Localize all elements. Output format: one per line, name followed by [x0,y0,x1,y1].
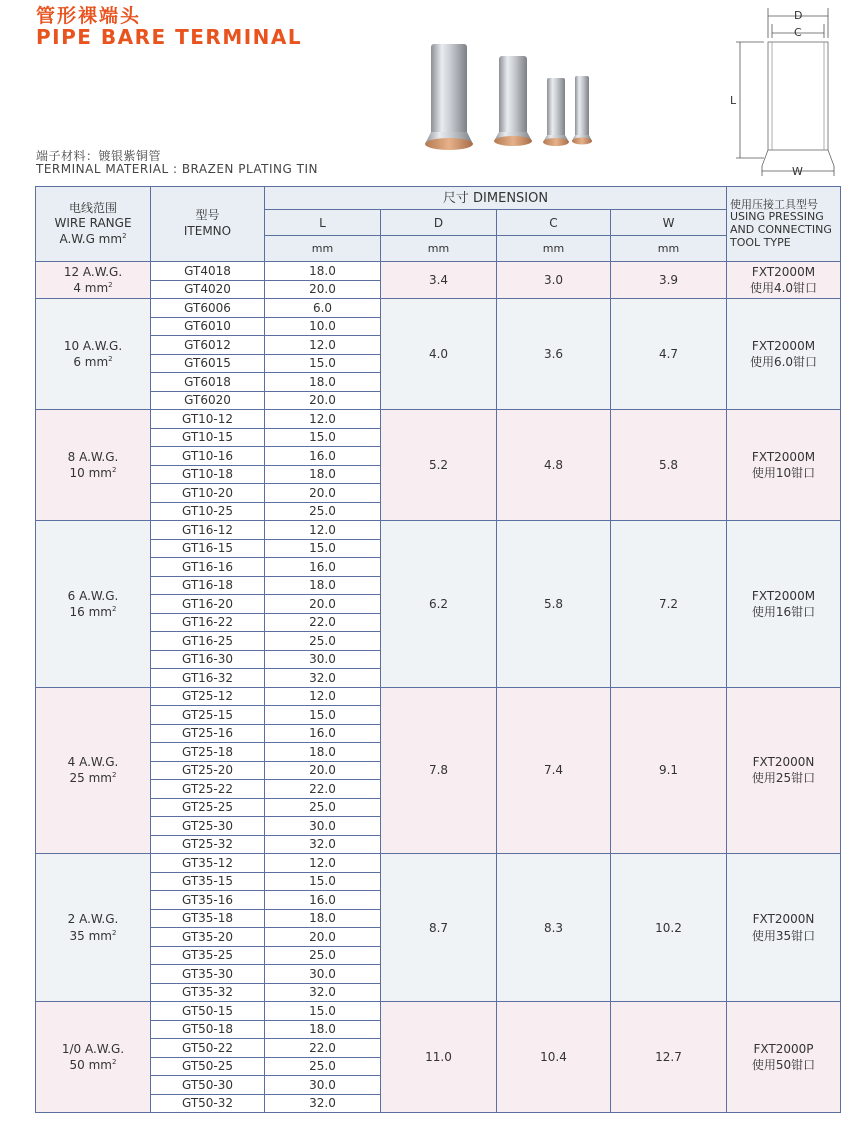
diagram-label-l: L [730,94,737,107]
item-no-cell: GT50-25 [151,1057,265,1076]
tool-type-cell: FXT2000P 使用50钳口 [727,1002,841,1113]
item-no-cell: GT25-22 [151,780,265,799]
length-cell: 18.0 [265,373,381,392]
dim-w-cell: 5.8 [611,410,727,521]
wire-range-cell: 8 A.W.G. 10 $mm^2$ [36,410,151,521]
header-col-l: L [265,210,381,236]
table-row [36,410,841,429]
medium-terminal-icon [494,56,532,146]
item-no-cell: GT16-15 [151,539,265,558]
length-cell: 16.0 [265,558,381,577]
item-no-cell: GT16-18 [151,576,265,595]
header-wire-range: 电线范围 WIRE RANGE A.W.G $mm^2$ [36,187,151,262]
header-col-c: C [497,210,611,236]
length-cell: 18.0 [265,576,381,595]
spec-table [35,186,841,1113]
item-no-cell: GT10-18 [151,465,265,484]
item-no-cell: GT35-32 [151,983,265,1002]
item-no-cell: GT16-30 [151,650,265,669]
item-no-cell: GT35-12 [151,854,265,873]
item-no-cell: GT6018 [151,373,265,392]
item-no-cell: GT50-18 [151,1020,265,1039]
item-no-cell: GT25-15 [151,706,265,725]
dim-w-cell: 12.7 [611,1002,727,1113]
item-no-cell: GT10-25 [151,502,265,521]
header-col-d: D [381,210,497,236]
item-no-cell: GT25-25 [151,798,265,817]
dim-d-cell: 4.0 [381,299,497,410]
length-cell: 12.0 [265,410,381,429]
diagram-label-d: D [794,9,803,22]
wire-range-cell: 6 A.W.G. 16 $mm^2$ [36,521,151,688]
item-no-cell: GT25-20 [151,761,265,780]
title-chinese: 管形裸端头 [36,5,142,27]
length-cell: 25.0 [265,946,381,965]
item-no-cell: GT25-16 [151,724,265,743]
dim-c-cell: 3.0 [497,262,611,299]
length-cell: 20.0 [265,595,381,614]
item-no-cell: GT6012 [151,336,265,355]
dim-w-cell: 10.2 [611,854,727,1002]
tool-type-cell: FXT2000N 使用25钳口 [727,687,841,854]
length-cell: 10.0 [265,317,381,336]
length-cell: 18.0 [265,743,381,762]
header-item-no: 型号 ITEMNO [151,187,265,262]
item-no-cell: GT50-30 [151,1076,265,1095]
dim-w-cell: 4.7 [611,299,727,410]
wire-range-cell: 12 A.W.G. 4 $mm^2$ [36,262,151,299]
length-cell: 32.0 [265,1094,381,1113]
wire-group [36,854,841,1002]
dimension-diagram [728,6,838,178]
wire-group [36,521,841,688]
item-no-cell: GT4020 [151,280,265,299]
item-no-cell: GT6020 [151,391,265,410]
tool-type-cell: FXT2000M 使用10钳口 [727,410,841,521]
length-cell: 18.0 [265,909,381,928]
dim-c-cell: 7.4 [497,687,611,854]
diagram-label-w: W [792,165,803,178]
smallest-terminal-icon [572,76,592,145]
table-row [36,299,841,318]
wire-range-cell: 2 A.W.G. 35 $mm^2$ [36,854,151,1002]
wire-group [36,299,841,410]
wire-group [36,262,841,299]
item-no-cell: GT25-12 [151,687,265,706]
dim-c-cell: 5.8 [497,521,611,688]
length-cell: 18.0 [265,262,381,281]
dim-c-cell: 10.4 [497,1002,611,1113]
length-cell: 15.0 [265,706,381,725]
dim-c-cell: 3.6 [497,299,611,410]
length-cell: 30.0 [265,650,381,669]
length-cell: 12.0 [265,336,381,355]
length-cell: 15.0 [265,428,381,447]
item-no-cell: GT25-30 [151,817,265,836]
length-cell: 32.0 [265,669,381,688]
item-no-cell: GT16-25 [151,632,265,651]
dim-d-cell: 3.4 [381,262,497,299]
length-cell: 25.0 [265,632,381,651]
header-col-w: W [611,210,727,236]
header-tool-type: 使用压接工具型号 USING PRESSING AND CONNECTING TOOL TYPE [727,187,841,262]
unit-l: mm [265,236,381,262]
wire-group [36,1002,841,1113]
dim-d-cell: 7.8 [381,687,497,854]
wire-group [36,687,841,854]
item-no-cell: GT35-16 [151,891,265,910]
table-row [36,854,841,873]
length-cell: 20.0 [265,484,381,503]
dim-d-cell: 6.2 [381,521,497,688]
dim-w-cell: 3.9 [611,262,727,299]
material-chinese: 端子材料：镀银紫铜管 [36,149,162,163]
item-no-cell: GT4018 [151,262,265,281]
item-no-cell: GT35-30 [151,965,265,984]
dim-w-cell: 7.2 [611,521,727,688]
length-cell: 16.0 [265,447,381,466]
item-no-cell: GT50-32 [151,1094,265,1113]
length-cell: 20.0 [265,761,381,780]
tool-type-cell: FXT2000M 使用16钳口 [727,521,841,688]
length-cell: 20.0 [265,391,381,410]
dim-w-cell: 9.1 [611,687,727,854]
dim-c-cell: 4.8 [497,410,611,521]
item-no-cell: GT25-18 [151,743,265,762]
tool-type-cell: FXT2000M 使用6.0钳口 [727,299,841,410]
tool-type-cell: FXT2000N 使用35钳口 [727,854,841,1002]
length-cell: 18.0 [265,1020,381,1039]
table-row [36,687,841,706]
length-cell: 25.0 [265,1057,381,1076]
length-cell: 25.0 [265,798,381,817]
dim-d-cell: 8.7 [381,854,497,1002]
item-no-cell: GT50-22 [151,1039,265,1058]
length-cell: 20.0 [265,928,381,947]
item-no-cell: GT35-15 [151,872,265,891]
item-no-cell: GT16-22 [151,613,265,632]
length-cell: 15.0 [265,1002,381,1021]
length-cell: 20.0 [265,280,381,299]
length-cell: 6.0 [265,299,381,318]
item-no-cell: GT16-20 [151,595,265,614]
length-cell: 15.0 [265,354,381,373]
length-cell: 32.0 [265,983,381,1002]
item-no-cell: GT25-32 [151,835,265,854]
length-cell: 12.0 [265,521,381,540]
tool-type-cell: FXT2000M 使用4.0钳口 [727,262,841,299]
item-no-cell: GT10-12 [151,410,265,429]
small-terminal-icon [543,78,569,146]
length-cell: 15.0 [265,872,381,891]
length-cell: 30.0 [265,965,381,984]
item-no-cell: GT6006 [151,299,265,318]
item-no-cell: GT16-16 [151,558,265,577]
length-cell: 25.0 [265,502,381,521]
table-row [36,521,841,540]
dim-d-cell: 11.0 [381,1002,497,1113]
item-no-cell: GT35-25 [151,946,265,965]
table-row [36,1002,841,1021]
unit-c: mm [497,236,611,262]
length-cell: 12.0 [265,687,381,706]
material-english: TERMINAL MATERIAL : BRAZEN PLATING TIN [36,162,318,176]
unit-w: mm [611,236,727,262]
length-cell: 22.0 [265,1039,381,1058]
item-no-cell: GT10-16 [151,447,265,466]
wire-group [36,410,841,521]
item-no-cell: GT50-15 [151,1002,265,1021]
page-title: PIPE BARE TERMINAL [36,25,303,49]
dim-c-cell: 8.3 [497,854,611,1002]
length-cell: 30.0 [265,1076,381,1095]
item-no-cell: GT16-12 [151,521,265,540]
large-terminal-icon [425,44,473,150]
length-cell: 16.0 [265,891,381,910]
wire-range-cell: 4 A.W.G. 25 $mm^2$ [36,687,151,854]
length-cell: 16.0 [265,724,381,743]
item-no-cell: GT10-15 [151,428,265,447]
item-no-cell: GT35-20 [151,928,265,947]
item-no-cell: GT6015 [151,354,265,373]
length-cell: 22.0 [265,780,381,799]
item-no-cell: GT35-18 [151,909,265,928]
length-cell: 30.0 [265,817,381,836]
wire-range-cell: 1/0 A.W.G. 50 $mm^2$ [36,1002,151,1113]
dim-d-cell: 5.2 [381,410,497,521]
wire-range-cell: 10 A.W.G. 6 $mm^2$ [36,299,151,410]
item-no-cell: GT16-32 [151,669,265,688]
length-cell: 12.0 [265,854,381,873]
length-cell: 18.0 [265,465,381,484]
length-cell: 22.0 [265,613,381,632]
diagram-label-c: C [794,26,802,39]
item-no-cell: GT10-20 [151,484,265,503]
length-cell: 15.0 [265,539,381,558]
unit-d: mm [381,236,497,262]
item-no-cell: GT6010 [151,317,265,336]
terminal-product-photo [425,40,605,155]
length-cell: 32.0 [265,835,381,854]
header-dimension: 尺寸 DIMENSION [265,187,727,210]
table-row [36,262,841,281]
